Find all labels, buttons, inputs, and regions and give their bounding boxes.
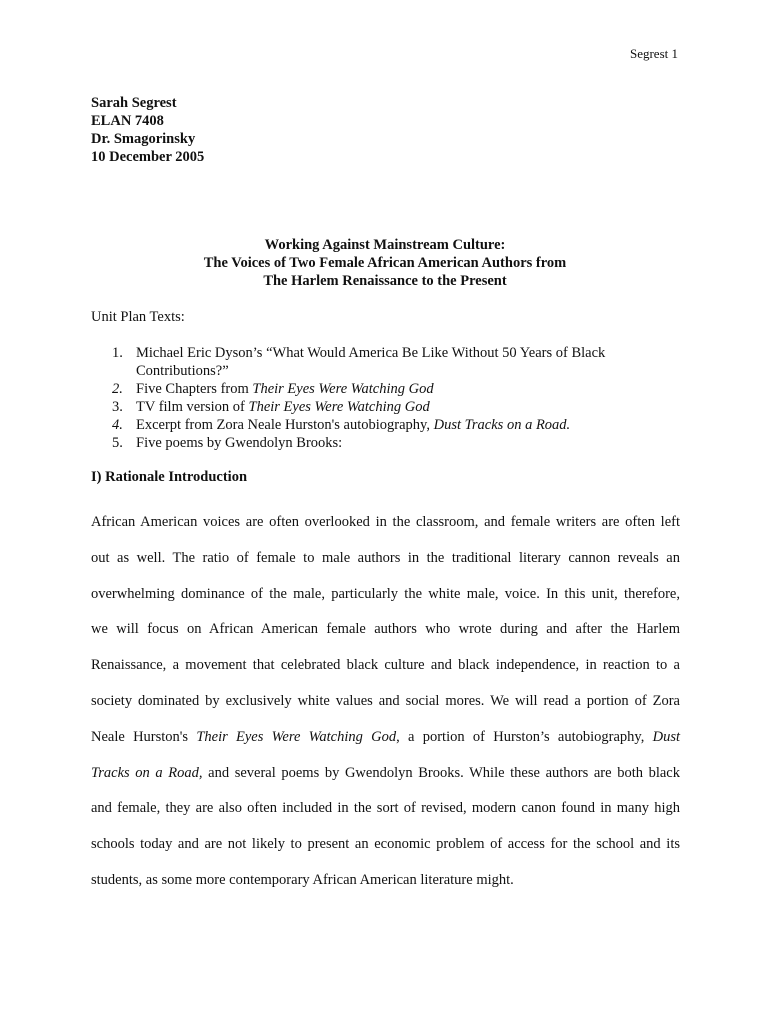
book-title: Tracks on a Road, xyxy=(91,764,203,781)
body-line: students, as some more contemporary African American literature might. xyxy=(91,871,514,888)
book-title: Their Eyes Were Watching God xyxy=(196,728,397,745)
book-title: Dust xyxy=(652,728,680,745)
running-head: Segrest 1 xyxy=(629,46,678,61)
list-item-text: Michael Eric Dyson’s “What Would America Be Like Without 50 Years of Black xyxy=(136,345,606,361)
list-item xyxy=(91,416,651,434)
body-text-run: and several poems by Gwendolyn Brooks. While these authors are both black xyxy=(202,764,680,781)
unit-plan-label: Unit Plan Texts: xyxy=(91,309,185,325)
body-text-run: Neale Hurston's xyxy=(91,728,197,745)
body-line: society dominated by exclusively white values and social mores. We will read a portion of Zora xyxy=(91,692,680,709)
list-number: 4. xyxy=(112,417,123,433)
body-line: schools today and are not likely to present an economic problem of access for the school and its xyxy=(91,836,680,853)
title-line-1: Working Against Mainstream Culture: xyxy=(264,237,506,253)
list-item-text: TV film version of xyxy=(136,399,249,415)
course-number: ELAN 7408 xyxy=(91,113,164,129)
list-item-text: Excerpt from Zora Neale Hurston's autobiography, xyxy=(136,417,434,433)
list-item-text: Five poems by Gwendolyn Brooks: xyxy=(136,435,343,451)
unit-texts-list xyxy=(91,344,651,452)
book-title: Their Eyes Were Watching God xyxy=(248,399,430,415)
body-line: African American voices are often overlooked in the classroom, and female writers are often left xyxy=(91,514,680,530)
title-line-3: The Harlem Renaissance to the Present xyxy=(263,273,507,289)
title-line-2: The Voices of Two Female African American Authors from xyxy=(203,255,567,271)
book-title: Dust Tracks on a Road. xyxy=(433,417,571,433)
paper-date: 10 December 2005 xyxy=(91,149,205,165)
list-number: 3. xyxy=(112,399,123,415)
body-line: out as well. The ratio of female to male authors in the traditional literary cannon reveals an xyxy=(91,549,680,566)
list-item-text: Five Chapters from xyxy=(136,381,253,397)
body-line: we will focus on African American female authors who wrote during and after the Harlem xyxy=(91,621,680,638)
instructor-name: Dr. Smagorinsky xyxy=(91,131,196,147)
list-number: 1. xyxy=(112,345,123,361)
body-text-run: , a portion of Hurston’s autobiography, xyxy=(396,728,653,745)
body-paragraph xyxy=(91,505,680,899)
list-item xyxy=(91,344,651,380)
list-number: 2. xyxy=(112,381,123,397)
section-heading: I) Rationale Introduction xyxy=(91,469,248,485)
list-item xyxy=(91,398,651,416)
list-item xyxy=(91,434,651,452)
body-line: and female, they are also often included in the sort of revised, modern canon found in many high xyxy=(91,800,680,817)
book-title: Their Eyes Were Watching God xyxy=(252,381,434,397)
list-item xyxy=(91,380,651,398)
list-item-text-cont: Contributions?” xyxy=(136,363,229,379)
body-line xyxy=(91,720,680,756)
author-name: Sarah Segrest xyxy=(91,95,177,111)
body-line: Renaissance, a movement that celebrated black culture and black independence, in reaction to a xyxy=(91,657,680,674)
heading-block xyxy=(91,94,204,166)
list-number: 5. xyxy=(112,435,123,451)
body-line xyxy=(91,756,680,792)
paper-title xyxy=(91,236,679,290)
body-line: overwhelming dominance of the male, particularly the white male, voice. In this unit, therefore, xyxy=(91,585,680,602)
